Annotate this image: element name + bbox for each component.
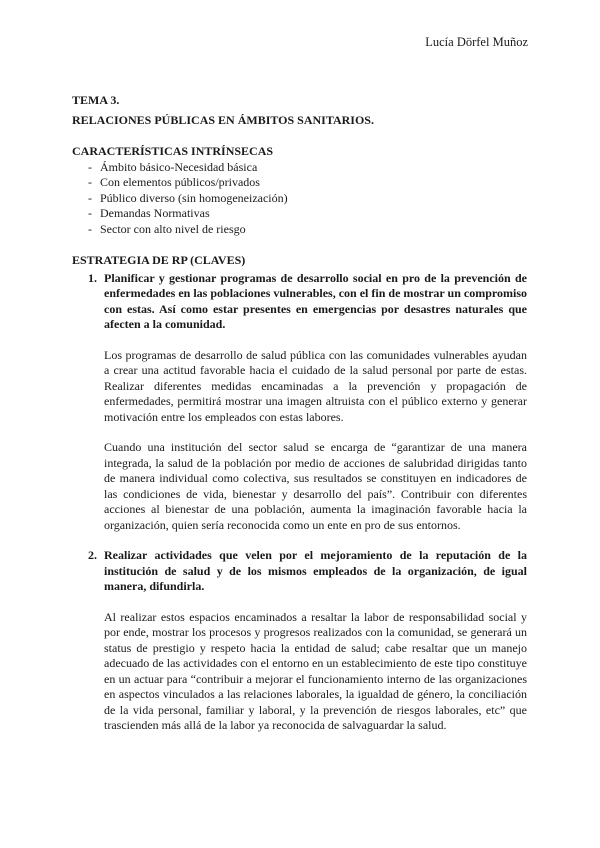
list-item: - Público diverso (sin homogeneización) [90,191,527,207]
strategy-list [72,271,527,734]
strategy-item [72,271,527,534]
item-number: 1. [88,270,97,285]
paragraph: Al realizar estos espacios encaminados a resaltar la labor de responsabilidad social y por ende, mostrar los procesos y progresos realizados con la comunidad, se generará un status de prestigio y respeto hacia la entidad de salud; cabe resaltar que un manejo adecuado de las actividades con el entorno en un establecimiento de este tipo constituye en un actuar para “contribuir a mejorar el funcionamiento interno de las organizaciones en aspectos vinculados a las relaciones laborales, la igualdad de género, la conciliación de la vida personal, familiar y laboral, y la prevención de riesgos laborales, etc” que trascienden más allá de la labor ya reconocida de salvaguardar la salud. [104,609,527,732]
strategy-heading: Realizar actividades que velen por el mejoramiento de la reputación de la institución de salud y de los mismos empleados de la organización, de igual manera, difundirla. [104,548,527,593]
characteristics-list [72,160,527,238]
item-number: 2. [88,548,97,562]
author-name: Lucía Dörfel Muñoz [425,35,528,49]
document-body [72,93,527,734]
list-item: - Ámbito básico-Necesidad básica [90,160,527,176]
paragraph: Los programas de desarrollo de salud pública con las comunidades vulnerables ayudan a crear una actitud favorable hacia el cuidado de la salud personal por parte de estas. Realizar diferentes medidas encaminadas a la prevención y propagación de enfermedades, permitirá mostrar una imagen altruista con el público externo y generar motivación entre los empleados con estas labores. [104,347,527,424]
paragraph: Cuando una institución del sector salud se encarga de “garantizar de una manera integrada, la salud de la población por medio de acciones de salubridad dirigidas tanto de manera individual como colectiva, sus resultados se constituyen en indicadores de las condiciones de vida, bienestar y desarrollo del país”. Contribuir con diferentes acciones al bienestar de una población, aumenta la imaginación favorable hacia la organización, quien sería reconocida como un ente en pro de sus entornos. [104,440,527,532]
topic-number: TEMA 3. [72,93,120,107]
list-item: - Sector con alto nivel de riesgo [90,222,527,238]
strategy-heading: Planificar y gestionar programas de desarrollo social en pro de la prevención de enfermedades en las poblaciones vulnerables, con el fin de mostrar un compromiso con estas. Así como estar presentes en emergencias por desastres naturales que afecten a la comunidad. [104,270,527,331]
document-title: RELACIONES PÚBLICAS EN ÁMBITOS SANITARIOS. [72,112,374,127]
list-item: - Demandas Normativas [90,206,527,222]
strategy-item [72,548,527,734]
section-heading-characteristics: CARACTERÍSTICAS INTRÍNSECAS [72,144,274,158]
list-item: - Con elementos públicos/privados [90,175,527,191]
section-heading-strategy: ESTRATEGIA DE RP (CLAVES) [72,253,246,267]
